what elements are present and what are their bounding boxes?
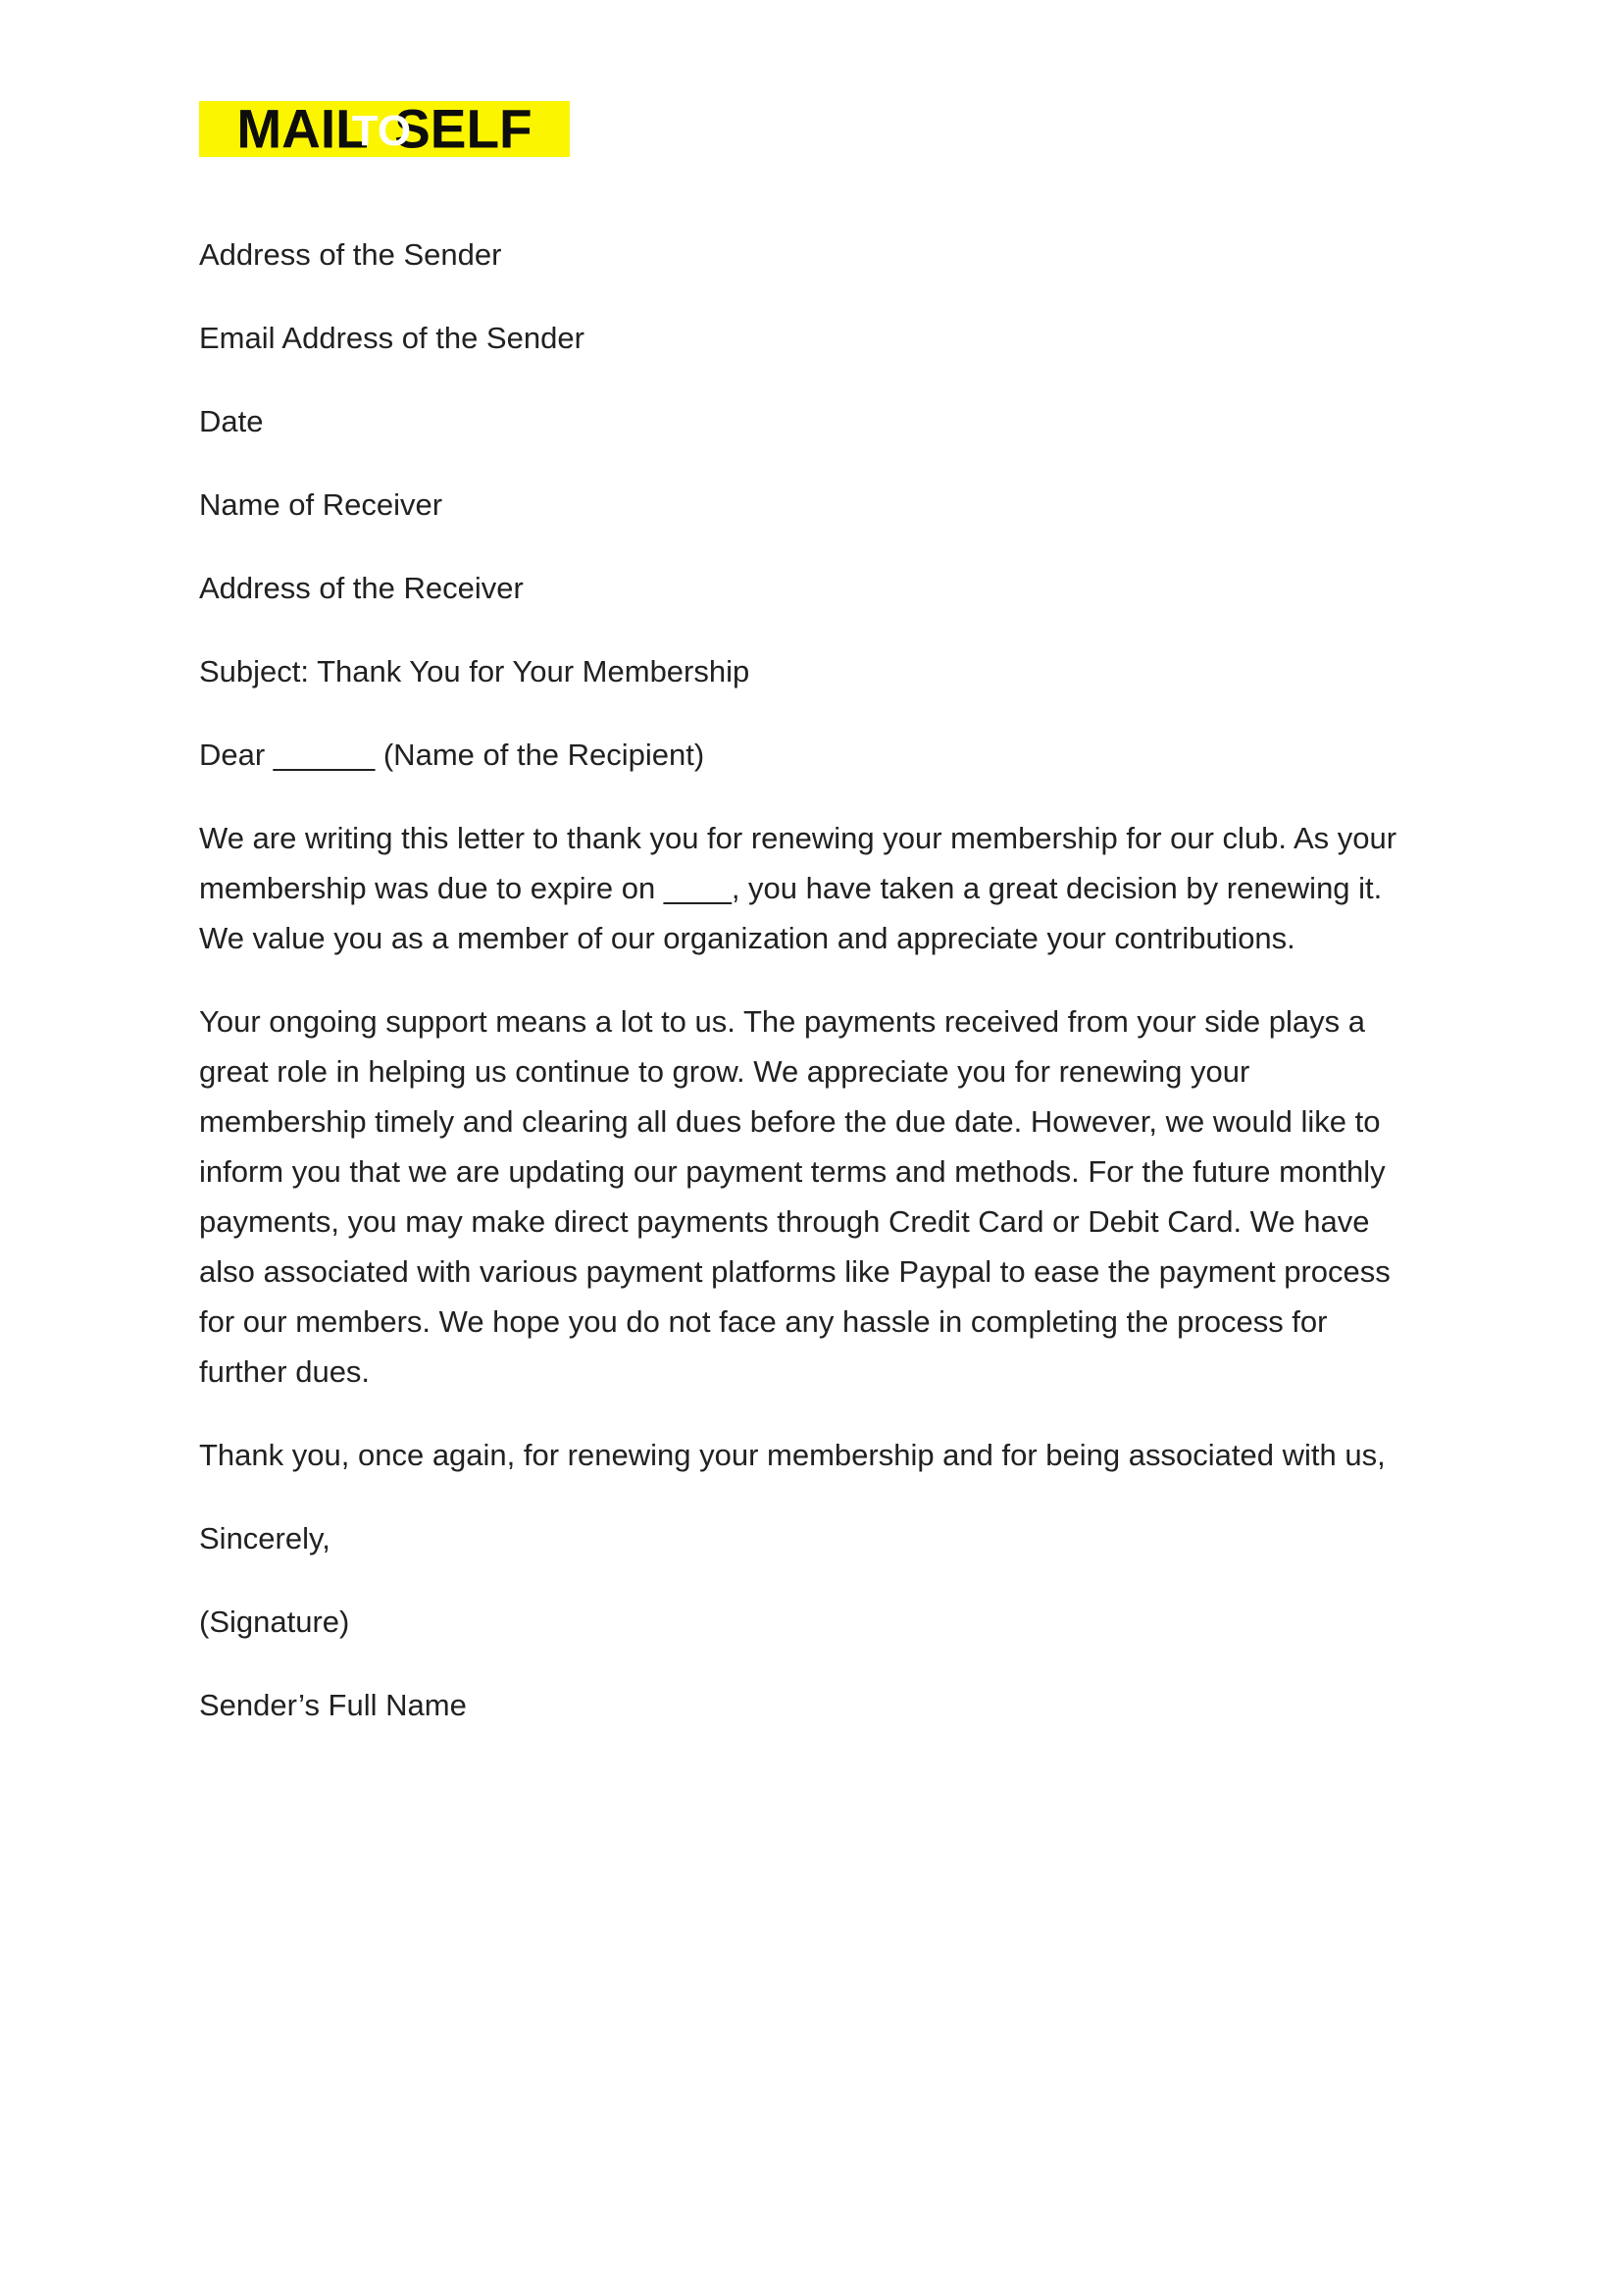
sender-address-line: Address of the Sender <box>199 237 502 272</box>
letter-body <box>199 229 1420 1763</box>
logo-text-mail: MAIL <box>236 97 369 160</box>
sender-name-line: Sender’s Full Name <box>199 1688 467 1722</box>
logo-text-self: SELF <box>394 97 533 160</box>
signature-placeholder-line: (Signature) <box>199 1605 350 1639</box>
salutation-line: Dear ______ (Name of the Recipient) <box>199 738 705 772</box>
receiver-name-line: Name of Receiver <box>199 487 443 522</box>
subject-line: Subject: Thank You for Your Membership <box>199 654 750 688</box>
logo-text-to: TO <box>351 106 412 155</box>
body-paragraph-1: We are writing this letter to thank you for renewing your membership for our club. As your membership was due to expire on ____, you have taken a great decision by renewing it. We value you as a member of our organization and appreciate your contributions. <box>199 821 1397 955</box>
body-paragraph-2: Your ongoing support means a lot to us. The payments received from your side plays a great role in helping us continue to grow. We appreciate you for renewing your membership timely and clearing all dues before the due date. However, we would like to inform you that we are updating our payment terms and methods. For the future monthly payments, you may make direct payments through Credit Card or Debit Card. We have also associated with various payment platforms like Paypal to ease the payment process for our members. We hope you do not face any hassle in completing the process for further dues. <box>199 1004 1391 1389</box>
date-line: Date <box>199 404 264 438</box>
receiver-address-line: Address of the Receiver <box>199 571 524 605</box>
mail-to-self-logo <box>199 97 570 160</box>
body-paragraph-3: Thank you, once again, for renewing your membership and for being associated with us, <box>199 1438 1386 1472</box>
sender-email-line: Email Address of the Sender <box>199 321 584 355</box>
closing-line: Sincerely, <box>199 1521 330 1555</box>
